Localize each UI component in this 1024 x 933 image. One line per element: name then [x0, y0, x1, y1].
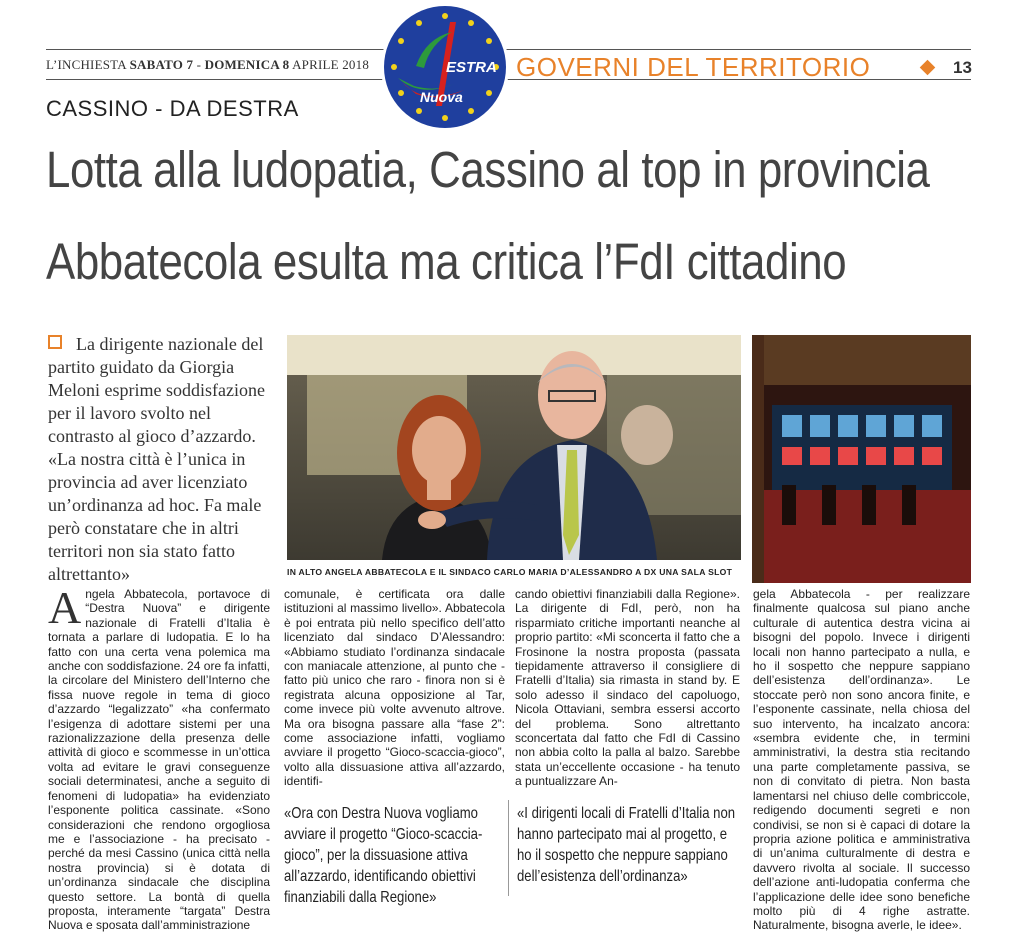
pullquote-1: «Ora con Destra Nuova vogliamo avviare il progetto “Gioco-scaccia-gioco”, per la dissuasione attiva all’azzardo, identificando obiettivi finanziabili dalla Regione» — [284, 805, 483, 906]
headline-line-1: Lotta alla ludopatia, Cassino al top in provincia — [46, 141, 930, 198]
pullquote-divider — [508, 800, 509, 896]
body-column-3 — [515, 587, 740, 789]
photo-caption: IN ALTO ANGELA ABBATECOLA E IL SINDACO CARLO MARIA D’ALESSANDRO A DX UNA SALA SLOT — [287, 567, 733, 577]
body-column-4 — [753, 587, 970, 933]
masthead-dateline: L’INCHIESTA SABATO 7 - DOMENICA 8 APRILE 2018 — [46, 57, 370, 72]
body-column-1-text: ngela Abbatecola, portavoce di “Destra Nuova” e dirigente nazionale di Fratelli d’Italia è tornata a parlare di ludopatia. E lo ha fatto con una certa vena polemica ma anche con soddisfazione. 24 ore fa infatti, la circolare del Ministero dell’Interno che fissa nuove regole in tema di gioco d’azzardo “legalizzato” «ha confermato l’esigenza di adottare sistemi per una razionalizzazione della presenza delle attività di gioco e scommesse in un’ottica volta ad evitare le gravi conseguenze sociali determinatesi, anche a seguito di fenomeni di ludopatia» ha evidenziato l’esponente politica cassinate. «Sono considerazioni che rendono orgogliosa me e l’associazione - ha precisato - perché da mesi Cassino (unica città nella nostra provincia) si è dotata di un’ordinanza sindacale che disciplina questo settore. La bontà di quella proposta, interamente “targata” Destra Nuova e sposata dall’amministrazione — [48, 587, 270, 933]
destra-nuova-emblem — [380, 2, 510, 132]
dropcap: A — [48, 582, 82, 633]
section-title: GOVERNI DEL TERRITORIO — [516, 52, 871, 82]
paper-name: L’INCHIESTA — [46, 57, 127, 72]
date-month-year: APRILE 2018 — [289, 57, 370, 72]
diamond-icon — [920, 60, 936, 76]
bullet-square-icon — [48, 335, 62, 349]
photo-sala-slot — [752, 335, 971, 583]
photo-abbatecola-sindaco — [287, 335, 741, 560]
date-sunday: DOMENICA 8 — [204, 57, 290, 72]
body-column-3-text: cando obiettivi finanziabili dalla Regione». La dirigente di FdI, però, non ha risparmiato critiche importanti neanche al proprio partito: «Mi sconcerta il fatto che a Frosinone la nostra proposta (passata tiepidamente attraverso il consigliere di Fratelli d’Italia) sia rimasta in stand by. E solo adesso il sindaco del capoluogo, Nicola Ottaviani, sembra essersi accorto del problema. Sono altrettanto sconcertata dal fatto che FdI di Cassino non abbia colto la palla al balzo. Sarebbe stata un’eccellente occasione - ha tenuto a puntualizzare An- — [515, 587, 740, 789]
logo-text-bottom: Nuova — [420, 89, 463, 105]
body-column-1 — [48, 582, 270, 933]
headline-line-2: Abbatecola esulta ma critica l’FdI cittadino — [46, 233, 847, 290]
lead-text: La dirigente nazionale del partito guidato da Giorgia Meloni esprime soddisfazione per il lavoro svolto nel contrasto al gioco d’azzardo. «La nostra città è l’unica in provincia ad aver licenziato un’ordinanza ad hoc. Fa male però constatare che in altri territori non sia stato fatto altrettanto» — [48, 334, 265, 584]
logo-text-top: ESTRA — [446, 59, 497, 76]
pullquote-2: «I dirigenti locali di Fratelli d’Italia non hanno partecipato mai al progetto, e ho il sospetto che neppure sappiano dell’esistenza dell’ordinanza» — [517, 805, 736, 885]
date-saturday: SABATO 7 — [129, 57, 194, 72]
kicker: CASSINO - DA DESTRA — [46, 96, 299, 121]
body-column-2-text: comunale, è certificata ora dalle istituzioni al massimo livello». Abbatecola è poi entrata più nello specifico dell’atto licenziato dal sindaco D’Alessandro: «Abbiamo studiato l’ordinanza sindacale con maniacale attenzione, al punto che - fatto più unico che raro - finora non si è registrata alcuna opposizione al Tar, come invece più volte avvenuto altrove. Ma ora bisogna passare alla “fase 2”: come associazione infatti, vogliamo avviare il progetto “Gioco-scaccia-gioco”, volto alla dissuasione attiva all’azzardo, identifi- — [284, 587, 505, 789]
body-column-4-text: gela Abbatecola - per realizzare finalmente qualcosa sul piano anche culturale di autentica destra vicina ai bisogni del popolo. Invece i dirigenti locali non hanno partecipato a nulla, e ho il sospetto che neppure sappiano dell’esistenza dell’ordinanza». Le stoccate però non sono ancora finite, e l’esponente cassinate, nella chiosa del suo intervento, ha incalzato ancora: «sembra evidente che, in termini amministrativi, la destra stia recitando una parte completamente passiva, se non di convitato di pietra. Non basta lamentarsi nel chiuso delle combriccole, redigendo documenti segreti e non condivisi, se non si è capaci di dotare la propria azione politica e amministrativa di un’anima culturalmente di destra e davvero rivolta al sociale. Il successo dell’azione anti-ludopatia conferma che l’applicazione delle idee sono benefiche molto più di 4 righe astratte. Naturalmente, bisogna averle, le idee». — [753, 587, 970, 933]
lead-paragraph — [48, 333, 278, 586]
page-number: 13 — [953, 58, 972, 77]
destra-nuova-logo — [380, 2, 510, 132]
body-column-2 — [284, 587, 505, 789]
